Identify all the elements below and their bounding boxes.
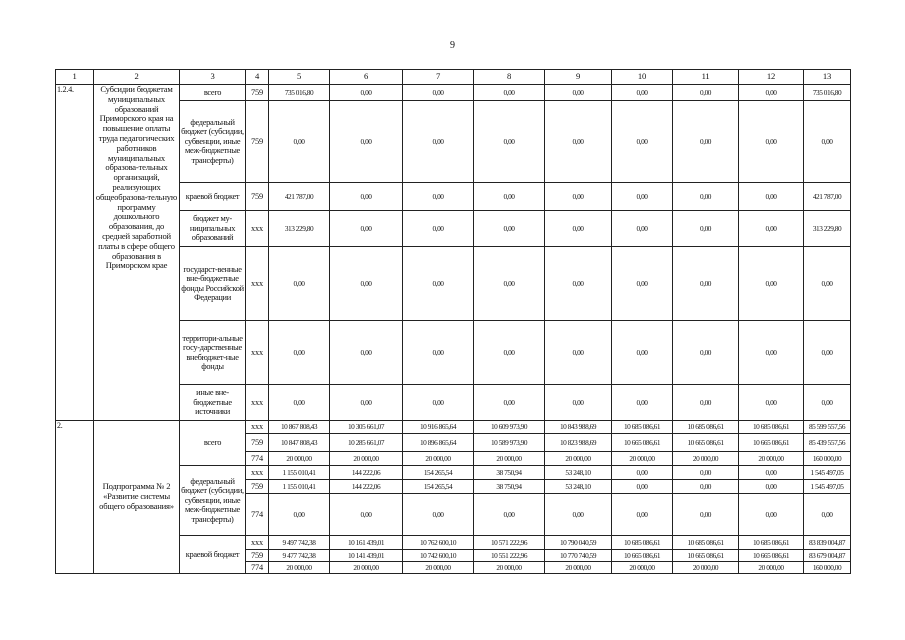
budget-code: 774 (246, 452, 269, 466)
amount-cell: 10 685 086,61 (612, 421, 673, 434)
column-header: 6 (330, 70, 403, 85)
funding-source: краевой бюджет (180, 183, 246, 211)
amount-cell: 0,00 (403, 85, 474, 101)
item-name: Подпрограмма № 2 «Развитие системы общего образования» (94, 421, 180, 574)
amount-cell: 0,00 (739, 247, 804, 321)
amount-cell: 0,00 (474, 101, 545, 183)
amount-cell: 38 750,94 (474, 466, 545, 480)
amount-cell: 10 665 086,61 (739, 434, 804, 452)
amount-cell: 0,00 (673, 183, 739, 211)
amount-cell: 83 839 004,87 (804, 536, 851, 550)
amount-cell: 0,00 (612, 466, 673, 480)
amount-cell: 0,00 (804, 321, 851, 385)
amount-cell: 10 823 988,69 (545, 434, 612, 452)
amount-cell: 0,00 (612, 385, 673, 421)
amount-cell: 10 141 439,01 (330, 550, 403, 562)
amount-cell: 10 742 600,10 (403, 550, 474, 562)
amount-cell: 154 265,54 (403, 480, 474, 494)
budget-code: 759 (246, 550, 269, 562)
amount-cell: 10 551 222,96 (474, 550, 545, 562)
column-header: 2 (94, 70, 180, 85)
amount-cell: 0,00 (673, 480, 739, 494)
amount-cell: 0,00 (269, 101, 330, 183)
amount-cell: 10 609 973,90 (474, 421, 545, 434)
amount-cell: 0,00 (612, 85, 673, 101)
amount-cell: 10 161 439,01 (330, 536, 403, 550)
amount-cell: 0,00 (474, 494, 545, 536)
amount-cell: 10 589 973,90 (474, 434, 545, 452)
funding-source: краевой бюджет (180, 536, 246, 574)
budget-code: xxx (246, 466, 269, 480)
amount-cell: 10 305 661,07 (330, 421, 403, 434)
column-header: 5 (269, 70, 330, 85)
column-header: 9 (545, 70, 612, 85)
amount-cell: 0,00 (739, 494, 804, 536)
amount-cell: 735 016,80 (804, 85, 851, 101)
page-number: 9 (450, 40, 455, 51)
amount-cell: 20 000,00 (474, 452, 545, 466)
amount-cell: 0,00 (804, 247, 851, 321)
amount-cell: 20 000,00 (545, 452, 612, 466)
amount-cell: 10 665 086,61 (673, 550, 739, 562)
amount-cell: 0,00 (673, 466, 739, 480)
amount-cell: 0,00 (545, 183, 612, 211)
budget-code: 759 (246, 183, 269, 211)
amount-cell: 0,00 (545, 385, 612, 421)
amount-cell: 0,00 (330, 494, 403, 536)
amount-cell: 154 265,54 (403, 466, 474, 480)
amount-cell: 20 000,00 (545, 562, 612, 574)
amount-cell: 10 847 808,43 (269, 434, 330, 452)
amount-cell: 0,00 (330, 101, 403, 183)
budget-code: 759 (246, 85, 269, 101)
funding-source: федеральный бюджет (субсидии, субвенции, иные меж-бюджетные трансферты) (180, 466, 246, 536)
amount-cell: 0,00 (474, 247, 545, 321)
table-row (56, 85, 851, 101)
amount-cell: 85 599 557,56 (804, 421, 851, 434)
amount-cell: 0,00 (739, 183, 804, 211)
amount-cell: 0,00 (545, 85, 612, 101)
amount-cell: 10 665 086,61 (612, 434, 673, 452)
amount-cell: 0,00 (673, 211, 739, 247)
funding-source: государст-венные вне-бюджетные фонды Российской Федерации (180, 247, 246, 321)
amount-cell: 0,00 (739, 101, 804, 183)
amount-cell: 0,00 (673, 385, 739, 421)
amount-cell: 10 685 086,61 (673, 421, 739, 434)
amount-cell: 20 000,00 (612, 452, 673, 466)
amount-cell: 20 000,00 (330, 452, 403, 466)
amount-cell: 0,00 (739, 211, 804, 247)
funding-source: иные вне-бюджетные источники (180, 385, 246, 421)
amount-cell: 0,00 (739, 385, 804, 421)
amount-cell: 0,00 (612, 494, 673, 536)
amount-cell: 0,00 (545, 211, 612, 247)
funding-source: всего (180, 421, 246, 466)
amount-cell: 0,00 (403, 247, 474, 321)
budget-code: xxx (246, 211, 269, 247)
amount-cell: 0,00 (330, 247, 403, 321)
amount-cell: 0,00 (474, 321, 545, 385)
amount-cell: 0,00 (545, 247, 612, 321)
amount-cell: 0,00 (739, 85, 804, 101)
amount-cell: 0,00 (612, 480, 673, 494)
amount-cell: 735 016,80 (269, 85, 330, 101)
amount-cell: 38 750,94 (474, 480, 545, 494)
amount-cell: 0,00 (330, 385, 403, 421)
amount-cell: 20 000,00 (673, 562, 739, 574)
amount-cell: 0,00 (673, 247, 739, 321)
amount-cell: 0,00 (545, 494, 612, 536)
amount-cell: 10 685 086,61 (673, 536, 739, 550)
amount-cell: 0,00 (474, 183, 545, 211)
amount-cell: 10 665 086,61 (739, 550, 804, 562)
amount-cell: 10 916 865,64 (403, 421, 474, 434)
budget-code: 759 (246, 480, 269, 494)
amount-cell: 10 762 600,10 (403, 536, 474, 550)
amount-cell: 0,00 (330, 211, 403, 247)
amount-cell: 0,00 (612, 183, 673, 211)
amount-cell: 10 867 808,43 (269, 421, 330, 434)
amount-cell: 20 000,00 (269, 452, 330, 466)
amount-cell: 421 787,00 (269, 183, 330, 211)
amount-cell: 0,00 (269, 385, 330, 421)
amount-cell: 20 000,00 (739, 452, 804, 466)
amount-cell: 0,00 (474, 85, 545, 101)
column-header: 1 (56, 70, 94, 85)
column-header: 10 (612, 70, 673, 85)
budget-code: xxx (246, 247, 269, 321)
amount-cell: 20 000,00 (403, 452, 474, 466)
item-id: 2. (56, 421, 94, 574)
amount-cell: 9 477 742,38 (269, 550, 330, 562)
column-header: 7 (403, 70, 474, 85)
amount-cell: 0,00 (269, 494, 330, 536)
amount-cell: 0,00 (474, 385, 545, 421)
amount-cell: 85 439 557,56 (804, 434, 851, 452)
column-header: 4 (246, 70, 269, 85)
amount-cell: 10 571 222,96 (474, 536, 545, 550)
amount-cell: 20 000,00 (474, 562, 545, 574)
amount-cell: 313 229,80 (804, 211, 851, 247)
amount-cell: 0,00 (804, 385, 851, 421)
funding-source: всего (180, 85, 246, 101)
amount-cell: 0,00 (403, 494, 474, 536)
amount-cell: 1 155 010,41 (269, 480, 330, 494)
funding-source: федеральный бюджет (субсидии, субвенции, иные меж-бюджетные трансферты) (180, 101, 246, 183)
amount-cell: 0,00 (330, 85, 403, 101)
amount-cell: 0,00 (403, 385, 474, 421)
amount-cell: 53 248,10 (545, 466, 612, 480)
amount-cell: 0,00 (612, 211, 673, 247)
amount-cell: 10 896 865,64 (403, 434, 474, 452)
amount-cell: 0,00 (739, 321, 804, 385)
amount-cell: 10 685 086,61 (739, 421, 804, 434)
amount-cell: 160 000,00 (804, 562, 851, 574)
budget-code: xxx (246, 385, 269, 421)
amount-cell: 53 248,10 (545, 480, 612, 494)
amount-cell: 0,00 (739, 480, 804, 494)
amount-cell: 0,00 (545, 321, 612, 385)
column-header: 3 (180, 70, 246, 85)
column-header: 8 (474, 70, 545, 85)
amount-cell: 0,00 (673, 101, 739, 183)
budget-table (55, 69, 851, 574)
amount-cell: 0,00 (403, 321, 474, 385)
amount-cell: 10 285 661,07 (330, 434, 403, 452)
amount-cell: 0,00 (474, 211, 545, 247)
amount-cell: 0,00 (403, 101, 474, 183)
column-header: 11 (673, 70, 739, 85)
budget-code: 759 (246, 101, 269, 183)
amount-cell: 1 545 497,05 (804, 480, 851, 494)
amount-cell: 0,00 (673, 321, 739, 385)
amount-cell: 421 787,00 (804, 183, 851, 211)
item-name: Субсидии бюджетам муниципальных образований Приморского края на повышение оплаты труда педагогических работников муниципальных образова-тельных организаций, реализующих общеобразова-тельную программу дошкольного образования, до средней заработной платы в сфере общего образования в Приморском крае (94, 85, 180, 421)
funding-source: бюджет му-ниципальных образований (180, 211, 246, 247)
amount-cell: 0,00 (269, 321, 330, 385)
amount-cell: 20 000,00 (403, 562, 474, 574)
amount-cell: 10 665 086,61 (673, 434, 739, 452)
amount-cell: 0,00 (804, 494, 851, 536)
amount-cell: 20 000,00 (330, 562, 403, 574)
amount-cell: 0,00 (403, 211, 474, 247)
amount-cell: 10 790 040,59 (545, 536, 612, 550)
column-header: 13 (804, 70, 851, 85)
funding-source: территори-альные госу-дарственные внебюджет-ные фонды (180, 321, 246, 385)
amount-cell: 0,00 (739, 466, 804, 480)
amount-cell: 0,00 (545, 101, 612, 183)
budget-code: xxx (246, 321, 269, 385)
budget-code: 774 (246, 562, 269, 574)
amount-cell: 20 000,00 (612, 562, 673, 574)
amount-cell: 144 222,06 (330, 466, 403, 480)
amount-cell: 9 497 742,38 (269, 536, 330, 550)
amount-cell: 0,00 (804, 101, 851, 183)
amount-cell: 1 545 497,05 (804, 466, 851, 480)
amount-cell: 0,00 (673, 85, 739, 101)
amount-cell: 10 770 740,59 (545, 550, 612, 562)
amount-cell: 0,00 (612, 321, 673, 385)
amount-cell: 0,00 (612, 247, 673, 321)
amount-cell: 1 155 010,41 (269, 466, 330, 480)
table-row (56, 421, 851, 434)
item-id: 1.2.4. (56, 85, 94, 421)
amount-cell: 10 685 086,61 (739, 536, 804, 550)
amount-cell: 0,00 (330, 183, 403, 211)
budget-code: xxx (246, 421, 269, 434)
amount-cell: 0,00 (330, 321, 403, 385)
amount-cell: 10 665 086,61 (612, 550, 673, 562)
amount-cell: 0,00 (612, 101, 673, 183)
amount-cell: 20 000,00 (739, 562, 804, 574)
budget-code: xxx (246, 536, 269, 550)
amount-cell: 20 000,00 (673, 452, 739, 466)
amount-cell: 20 000,00 (269, 562, 330, 574)
amount-cell: 83 679 004,87 (804, 550, 851, 562)
budget-code: 759 (246, 434, 269, 452)
amount-cell: 0,00 (673, 494, 739, 536)
amount-cell: 0,00 (403, 183, 474, 211)
budget-code: 774 (246, 494, 269, 536)
header-row (56, 70, 851, 85)
amount-cell: 160 000,00 (804, 452, 851, 466)
amount-cell: 0,00 (269, 247, 330, 321)
amount-cell: 10 685 086,61 (612, 536, 673, 550)
amount-cell: 144 222,06 (330, 480, 403, 494)
amount-cell: 10 843 988,69 (545, 421, 612, 434)
column-header: 12 (739, 70, 804, 85)
amount-cell: 313 229,80 (269, 211, 330, 247)
